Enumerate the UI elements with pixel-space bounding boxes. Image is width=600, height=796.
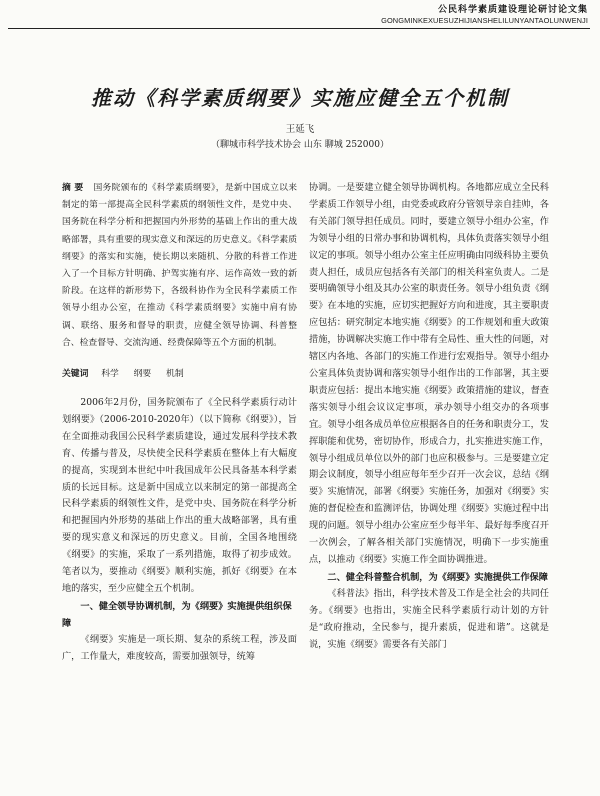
keyword-item: 机制 <box>166 369 184 380</box>
right-column <box>309 180 549 653</box>
section-heading-1: 一、健全领导协调机制，为《纲要》实施提供组织保障 <box>62 600 292 629</box>
keywords <box>62 366 297 383</box>
keyword-item: 科学 <box>101 369 119 380</box>
keywords-label: 关键词 <box>62 369 89 380</box>
running-header <box>381 4 588 26</box>
article-author: 王延飞 <box>285 124 315 135</box>
left-column <box>62 180 297 666</box>
intro-paragraph: 2006年2月份，国务院颁布了《全民科学素质行动计划纲要》（2006-2010-2020年）（以下简称《纲要》），旨在全面推动我国公民科学素质建设，通过发展科学技术教育、传播与普及，尽快使全民科学素质在整体上有大幅度的提高，实现到本世纪中叶我国成年公民具备基本科学素质的长远目标。这是新中国成立以来制定的第一部提高全民科学素质的纲领性文件，是党中央、国务院在科学分析和把握国内外形势的基础上作出的重大战略部署，具有重要的现实意义和深远的历史意义。目前，全国各地围绕《纲要》的实施，采取了一系列措施，取得了初步成效。笔者以为，要推动《纲要》顺利实施，抓好《纲要》在本地的落实，至少应健全五个机制。 <box>62 397 297 594</box>
abstract-label: 摘 要 <box>62 183 84 193</box>
body-paragraph: 协调。一是要建立健全领导协调机构。各地都应成立全民科学素质工作领导小组，由党委或政府分管领导亲自挂帅，各有关部门领导担任成员。同时，要建立领导小组办公室，作为领导小组的日常办事和协调机构，具体负责落实领导小组议定的事项。领导小组办公室主任应明确由同级科协主要负责人担任，成员应包括各有关部门的相关科室负责人。二是要明确领导小组及其办公室的职责任务。领导小组负责《纲要》在本地的实施，应切实把握好方向和进度，其主要职责应包括：研究制定本地实施《纲要》的工作规划和重大政策措施，协调解决实施工作中带有全局性、重大性的问题，对辖区内各地、各部门的实施工作进行宏观指导。领导小组办公室具体负责协调和落实领导小组作出的工作部署，其主要职责应包括：提出本地实施《纲要》政策措施的建议，督查落实领导小组会议议定事项，承办领导小组交办的各项事宜。领导小组各成员单位应根据各自的任务和职责分工，发挥职能和优势，密切协作，形成合力，扎实推进实施工作，领导小组成员单位以外的部门也应积极参与。三是要建立定期会议制度，领导小组应每年至少召开一次会议，总结《纲要》实施情况，部署《纲要》实施任务，加强对《纲要》实施的督促检查和监测评估，协调处理《纲要》实施过程中出现的问题。领导小组办公室应至少每半年、最好每季度召开一次例会，了解各相关部门实施情况，明确下一步实施重点，以推动《纲要》实施工作全面协调推进。 <box>309 182 549 565</box>
body-paragraph: 《科普法》指出，科学技术普及工作是全社会的共同任务。《纲要》也指出，实施全民科学素质行动计划的方针是“政府推动，全民参与，提升素质，促进和谐”。这就是说，实施《纲要》需要各有关部门 <box>309 587 549 650</box>
running-header-chinese: 公民科学素质建设理论研讨论文集 <box>437 5 588 15</box>
abstract-text: 国务院颁布的《科学素质纲要》，是新中国成立以来制定的第一部提高全民科学素质的纲领性文件，是党中央、国务院在科学分析和把握国内外形势的基础上作出的重大战略部署，具有重要的现实意义和深远的历史意义。《科学素质纲要》的落实和实施，使长期以来随机、分散的科普工作进入了一个目标方针明确、护驾实施有序、运作高效一致的新阶段。在这样的新形势下，各级科协作为全民科学素质工作领导小组办公室，在推动《科学素质纲要》实施中肩有协调、联络、服务和督导的职责，应健全领导协调、科普整合、检查督导、交流沟通、经费保障等五个方面的机制。 <box>62 183 297 348</box>
section-heading-2: 二、健全科普整合机制，为《纲要》实施提供工作保障 <box>327 571 548 583</box>
abstract <box>62 180 297 352</box>
running-header-pinyin: GONGMINKEXUESUZHIJIANSHELILUNYANTAOLUNWENJI <box>381 16 588 25</box>
article-title: 推动《科学素质纲要》实施应健全五个机制 <box>91 86 509 110</box>
article-affiliation: （聊城市科学技术协会 山东 聊城 252000） <box>211 140 389 150</box>
keyword-item: 纲要 <box>133 369 152 380</box>
header-rule <box>8 28 590 29</box>
body-paragraph: 《纲要》实施是一项长期、复杂的系统工程，涉及面广，工作量大，难度较高，需要加强领导，统筹 <box>62 633 297 662</box>
